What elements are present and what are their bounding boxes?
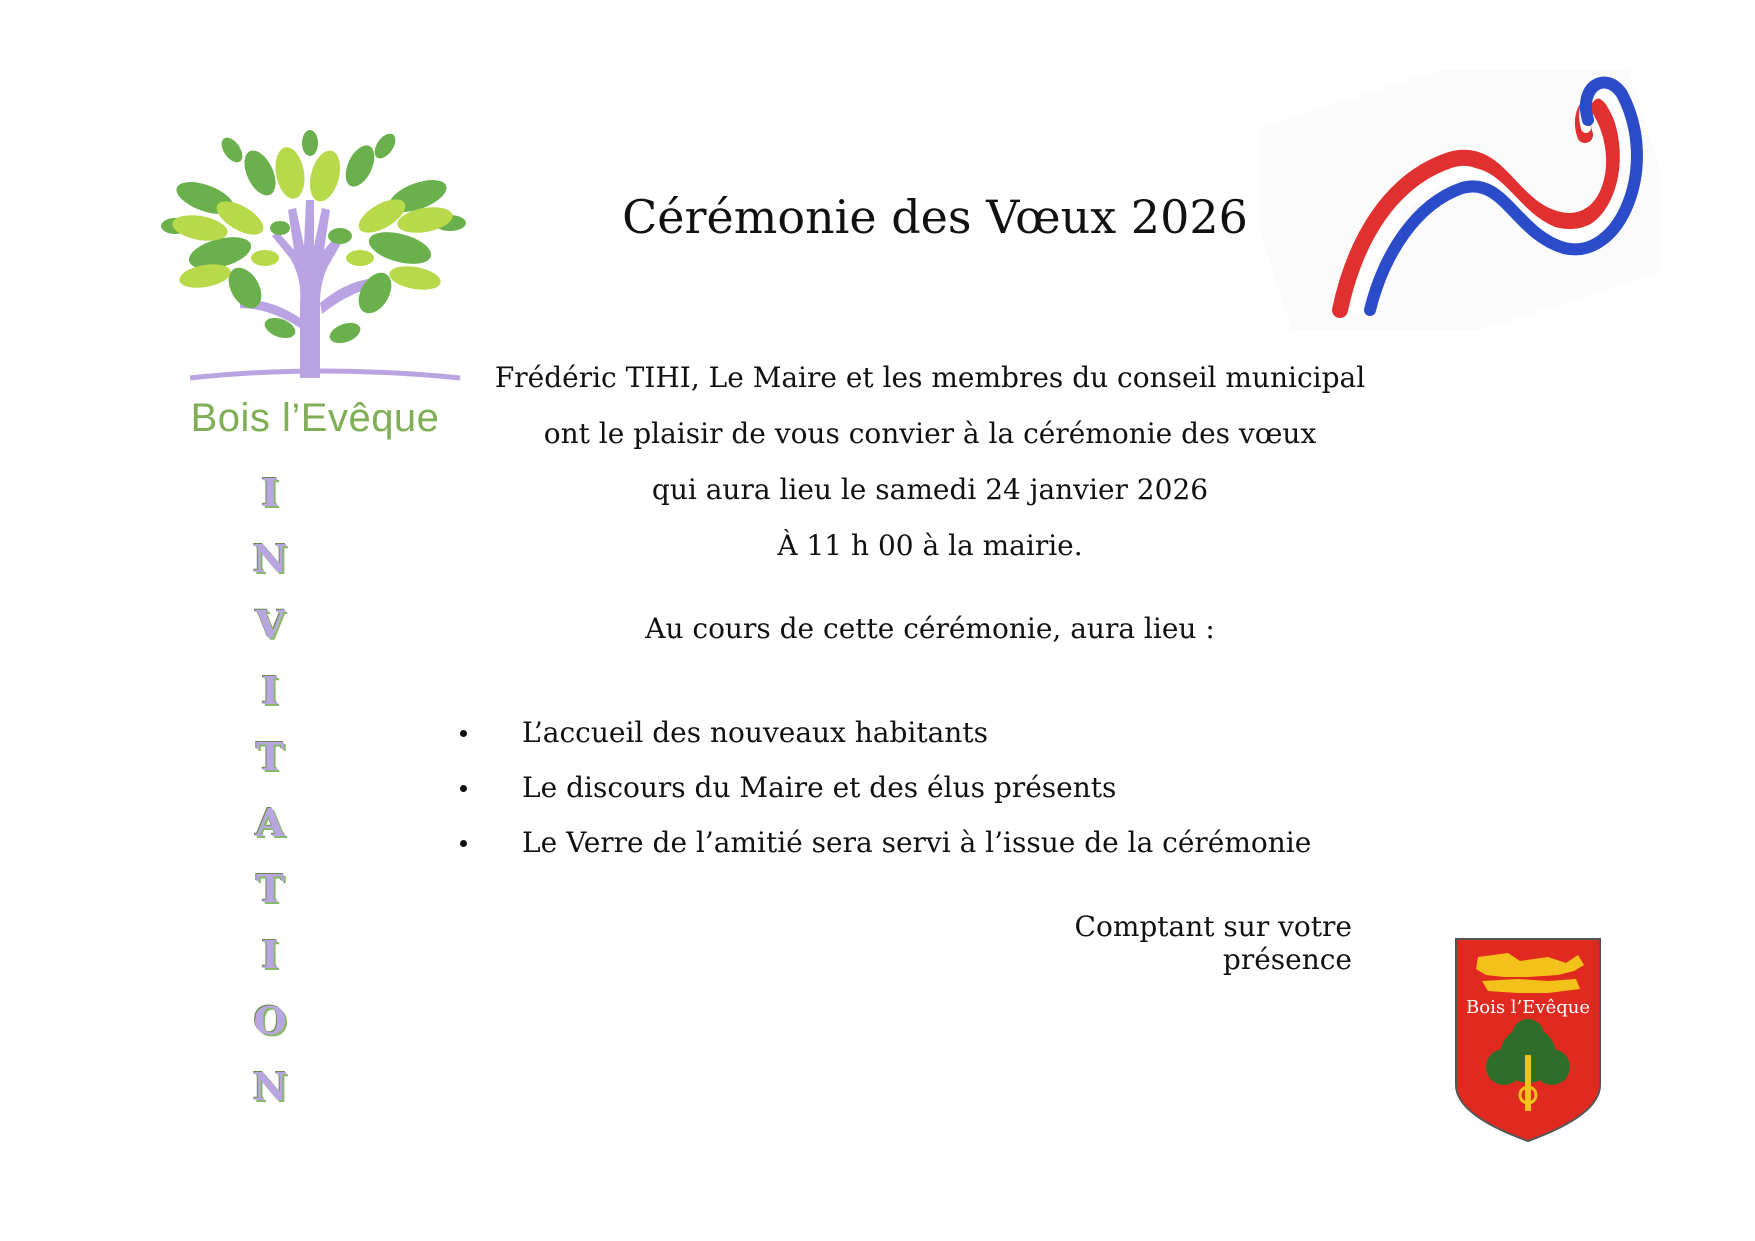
municipal-logo [160, 128, 490, 458]
letter: V [255, 602, 285, 647]
list-item [460, 815, 1311, 870]
crest-text: Bois l’Evêque [1466, 997, 1590, 1018]
letter: I [261, 932, 279, 977]
page-title: Cérémonie des Vœux 2026 [622, 190, 1248, 244]
program-list [460, 705, 1311, 870]
list-item-text: Le Verre de l’amitié sera servi à l’issue de la cérémonie [522, 826, 1312, 859]
coat-of-arms [1448, 935, 1608, 1145]
logo-name: Bois l’Evêque [190, 396, 440, 440]
invitation-text [470, 350, 1390, 574]
invitation-line: À 11 h 00 à la mairie. [777, 529, 1083, 562]
letter: I [261, 668, 279, 713]
bullet-icon [460, 785, 467, 792]
tree-hand-icon [160, 128, 490, 398]
letter: N [252, 536, 288, 581]
bullet-icon [460, 840, 467, 847]
bullet-icon [460, 730, 467, 737]
letter: T [255, 734, 285, 779]
letter: O [253, 998, 287, 1043]
invitation-vertical-word [230, 460, 310, 1120]
list-item [460, 760, 1311, 815]
letter: I [261, 470, 279, 515]
list-item [460, 705, 1311, 760]
invitation-line: Frédéric TIHI, Le Maire et les membres du conseil municipal [494, 361, 1366, 394]
list-item-text: Le discours du Maire et des élus présents [522, 771, 1117, 804]
french-flag-ribbon-icon [1260, 70, 1660, 330]
invitation-line: qui aura lieu le samedi 24 janvier 2026 [651, 473, 1209, 506]
coat-of-arms-icon [1448, 935, 1608, 1145]
closing-line: Comptant sur votre présence [1074, 910, 1352, 976]
letter: N [252, 1064, 288, 1109]
program-lead: Au cours de cette cérémonie, aura lieu : [645, 612, 1215, 645]
invitation-line: ont le plaisir de vous convier à la cérémonie des vœux [543, 417, 1317, 450]
letter: A [255, 800, 285, 845]
letter: T [255, 866, 285, 911]
tricolor-ribbon [1260, 70, 1660, 330]
list-item-text: L’accueil des nouveaux habitants [522, 716, 988, 749]
